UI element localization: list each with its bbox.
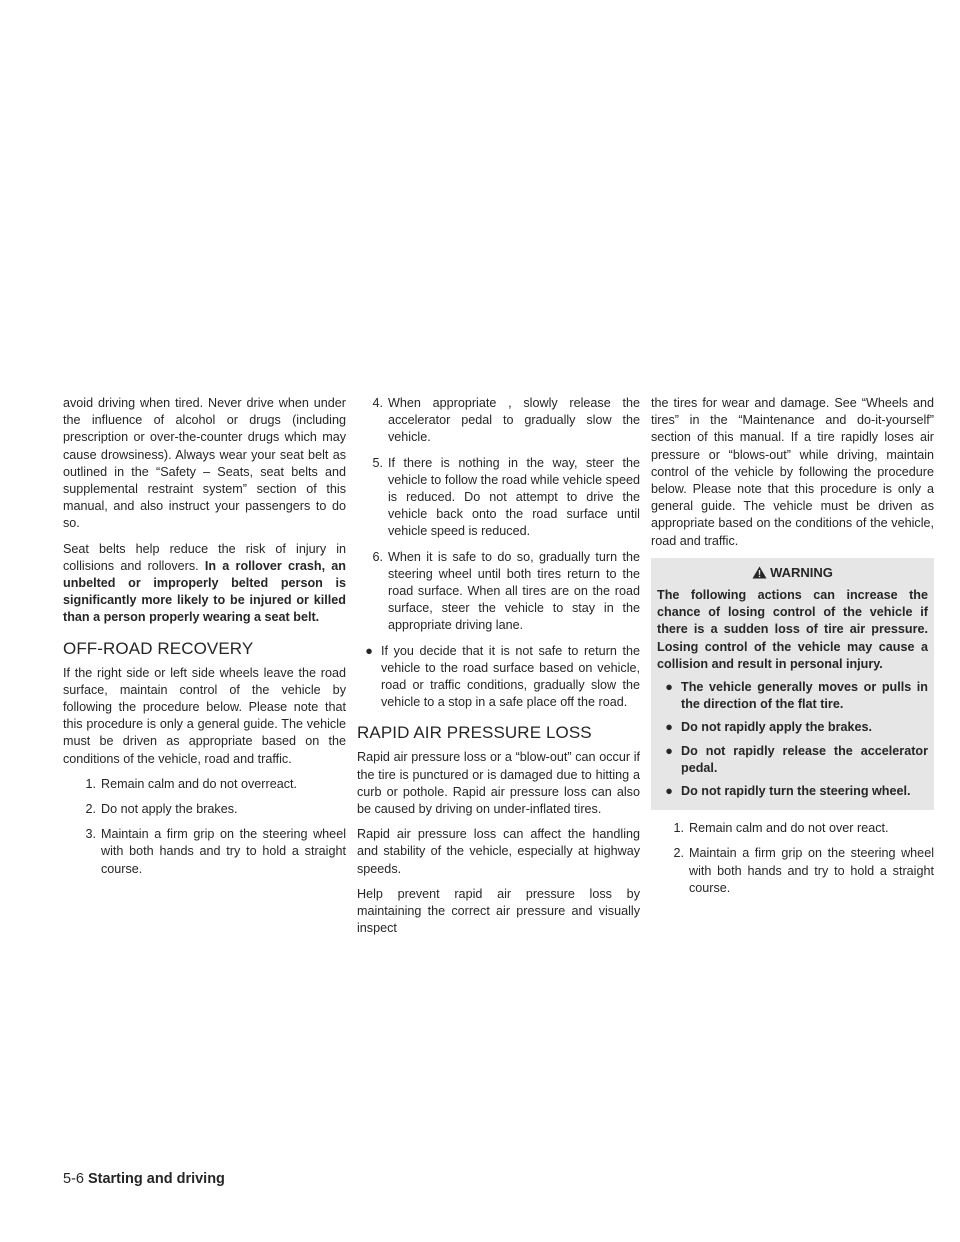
bullet-icon: ● xyxy=(665,743,673,758)
list-item: ● Do not rapidly turn the steering wheel. xyxy=(657,783,928,800)
heading-rapid-air-pressure-loss: RAPID AIR PRESSURE LOSS xyxy=(357,723,592,743)
warning-triangle-icon xyxy=(752,566,767,579)
list-item: ● If you decide that it is not safe to return the vehicle to the road surface based on vehicle, road or traffic conditions, gradually slow the vehicle to a stop in a safe place off the road. xyxy=(357,643,640,712)
section-title: Starting and driving xyxy=(87,1171,225,1187)
list-item: 6. When it is safe to do so, gradually turn the steering wheel until both tires return to the road surface. When all tires are on the road surface, steer the vehicle to stay in the appropriate driving lane. xyxy=(372,549,640,633)
warning-title: WARNING xyxy=(770,564,833,580)
list-item: 1. Remain calm and do not over react. xyxy=(673,821,889,836)
bullet-icon: ● xyxy=(365,643,373,658)
list-item: 5. If there is nothing in the way, steer the vehicle to follow the road while vehicle speed is reduced. Do not attempt to drive the vehicle back onto the road surface until vehicle speed is reduced. xyxy=(372,455,640,539)
bullet-icon: ● xyxy=(665,680,673,695)
warning-header xyxy=(657,564,928,581)
list-item: 3. Maintain a firm grip on the steering wheel with both hands and try to hold a straight course. xyxy=(85,827,346,876)
paragraph-prevent: Help prevent rapid air pressure loss by maintaining the correct air pressure and visually inspect xyxy=(357,886,640,936)
list-item: ● Do not rapidly release the accelerator pedal. xyxy=(657,743,928,777)
text-column-left xyxy=(63,395,346,886)
text-column-middle xyxy=(357,395,640,945)
paragraph-seat-belts: Seat belts help reduce the risk of injury in collisions and rollovers. In a rollover crash, an unbelted or improperly belted person is significantly more likely to be injured or killed than a person properly wearing a seat belt. xyxy=(63,541,346,625)
list-item: ● Do not rapidly apply the brakes. xyxy=(657,719,928,736)
bullet-icon: ● xyxy=(665,784,673,799)
warning-box xyxy=(651,558,934,810)
list-item: 2. Maintain a firm grip on the steering wheel with both hands and try to hold a straight course. xyxy=(673,846,934,895)
page-footer xyxy=(63,1171,225,1187)
paragraph-handling: Rapid air pressure loss can affect the handling and stability of the vehicle, especially at highway speeds. xyxy=(357,827,640,876)
paragraph-off-road-intro: If the right side or left side wheels leave the road surface, maintain control of the vehicle by following the procedure below. Please note that this procedure is only a general guide. The vehicle must be driven as appropriate based on the conditions of the vehicle, road and traffic. xyxy=(63,665,346,766)
list-item: 1. Remain calm and do not overreact. xyxy=(85,776,298,791)
list-item: ● The vehicle generally moves or pulls in the direction of the flat tire. xyxy=(657,679,928,713)
paragraph-blowout: Rapid air pressure loss or a “blow-out” can occur if the tire is punctured or is damaged due to hitting a curb or pothole. Rapid air pressure loss can also be caused by driving on under-inflated tires. xyxy=(357,750,640,817)
paragraph-inspect-tires: the tires for wear and damage. See “Wheels and tires” in the “Maintenance and do-it-yourself” section of this manual. If a tire rapidly loses air pressure or “blows-out” while driving, maintain control of the vehicle by following the procedure below. Please note that this procedure is only a general guide. The vehicle must be driven as appropriate based on the conditions of the vehicle, road and traffic. xyxy=(651,396,934,548)
page-number: 5-6 xyxy=(63,1171,84,1187)
list-item: 2. Do not apply the brakes. xyxy=(85,802,238,817)
list-item: 4. When appropriate , slowly release the accelerator pedal to gradually slow the vehicle. xyxy=(372,396,640,445)
paragraph-drowsy-driving: avoid driving when tired. Never drive when under the influence of alcohol or drugs (including prescription or over-the-counter drugs which may cause drowsiness). Always wear your seat belt as outlined in the “Safety – Seats, seat belts and supplemental restraint system” section of this manual, and also instruct your passengers to do so. xyxy=(63,396,346,531)
text-column-right xyxy=(651,395,934,905)
heading-off-road-recovery: OFF-ROAD RECOVERY xyxy=(63,638,254,658)
warning-intro: The following actions can increase the chance of losing control of the vehicle if there is a sudden loss of tire air pressure. Losing control of the vehicle may cause a collision and result in personal injury. xyxy=(657,588,928,671)
bullet-icon: ● xyxy=(665,720,673,735)
